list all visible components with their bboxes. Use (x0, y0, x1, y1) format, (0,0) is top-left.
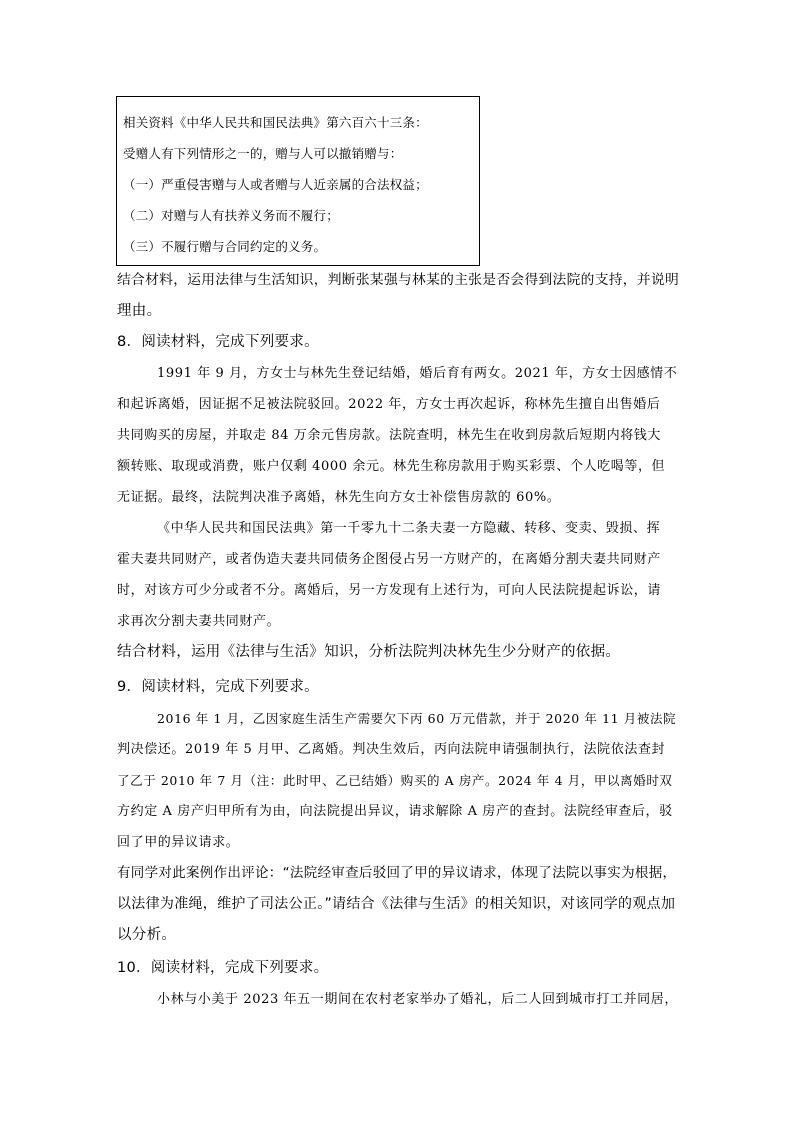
law-box-line: 受赠人有下列情形之一的，赠与人可以撤销赠与： (123, 146, 403, 161)
prompt-line: 有同学对此案例作出评论：“法院经审查后驳回了甲的异议请求，体现了法院以事实为根据， (117, 865, 677, 881)
question-heading: 8．阅读材料，完成下列要求。 (117, 334, 319, 350)
prompt-line: 结合材料，运用法律与生活知识，判断张某强与林某的主张是否会得到法院的支持，并说明 (117, 272, 680, 288)
law-box-line: （二）对赠与人有扶养义务而不履行； (123, 208, 339, 223)
prompt-line: 以法律为准绳，维护了司法公正。”请结合《法律与生活》的相关知识，对该同学的观点加 (117, 896, 676, 912)
prompt-line: 理由。 (117, 303, 162, 319)
paragraph-line: 额转账、取现或消费，账户仅剩 4000 余元。林先生称房款用于购买彩票、个人吃喝等，但 (117, 459, 666, 474)
question-heading: 10．阅读材料，完成下列要求。 (117, 960, 329, 976)
paragraph-line: 无证据。最终，法院判决准予离婚，林先生向方女士补偿售房款的 60%。 (117, 490, 561, 505)
question-heading: 9．阅读材料，完成下列要求。 (117, 679, 319, 695)
material-paragraph (117, 703, 679, 858)
paragraph-line: 小林与小美于 2023 年五一期间在农村老家举办了婚礼，后二人回到城市打工并同居， (157, 992, 678, 1007)
law-reference-box (116, 96, 480, 266)
paragraph-line: 方约定 A 房产归甲所有为由，向法院提出异议，请求解除 A 房产的查封。法院经审查后，驳 (117, 804, 673, 819)
paragraph-line: 时，对该方可少分或者不分。离婚后，另一方发现有上述行为，可向人民法院提起诉讼，请 (117, 583, 662, 598)
question-10 (117, 953, 679, 1015)
question-prompt (117, 858, 679, 951)
law-paragraph (117, 513, 679, 637)
law-box-line: （一）严重侵害赠与人或者赠与人近亲属的合法权益； (123, 177, 428, 192)
paragraph-line: 《中华人民共和国民法典》第一千零九十二条夫妻一方隐藏、转移、变卖、毁损、挥 (157, 521, 661, 536)
question-8 (117, 327, 679, 668)
paragraph-line: 和起诉离婚，因证据不足被法院驳回。2022 年，方女士再次起诉，称林先生擅自出售婚后 (117, 397, 661, 412)
material-paragraph (117, 358, 679, 513)
paragraph-line: 回了甲的异议请求。 (117, 835, 240, 850)
paragraph-line: 了乙于 2010 年 7 月（注：此时甲、乙已结婚）购买的 A 房产。2024 年 4 月，甲以离婚时双 (117, 773, 673, 788)
paragraph-line: 霍夫妻共同财产，或者伪造夫妻共同债务企图侵占另一方财产的，在离婚分割夫妻共同财产 (117, 552, 662, 567)
question-7-prompt (117, 265, 679, 327)
paragraph-line: 共同购买的房屋，并取走 84 万余元售房款。法院查明，林先生在收到房款后短期内将钱大 (117, 428, 662, 443)
law-box-line: （三）不履行赠与合同约定的义务。 (123, 239, 327, 254)
paragraph-line: 1991 年 9 月，方女士与林先生登记结婚，婚后育有两女。2021 年，方女士因感情不 (157, 366, 678, 381)
paragraph-line: 2016 年 1 月，乙因家庭生活生产需要欠下丙 60 万元借款，并于 2020 年 11 月被法院 (157, 711, 677, 726)
prompt-line: 以分析。 (117, 927, 177, 943)
paragraph-line: 求再次分割夫妻共同财产。 (117, 614, 281, 629)
question-9 (117, 672, 679, 951)
paragraph-line: 判决偿还。2019 年 5 月甲、乙离婚。判决生效后，丙向法院申请强制执行，法院依法查封 (117, 742, 666, 757)
question-prompt: 结合材料，运用《法律与生活》知识，分析法院判决林先生少分财产的依据。 (117, 644, 621, 660)
law-box-line: 相关资料《中华人民共和国民法典》第六百六十三条： (123, 115, 428, 130)
